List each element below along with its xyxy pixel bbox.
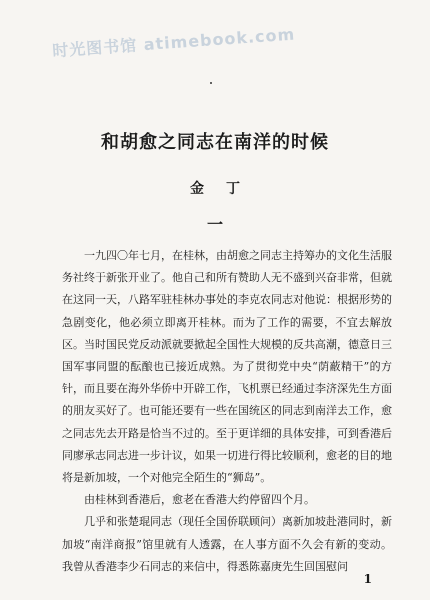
paragraph: 由桂林到香港后，愈老在香港大约停留四个月。 [84, 493, 315, 507]
print-speck [210, 82, 212, 84]
article-title: 和胡愈之同志在南洋的时候 [101, 132, 329, 153]
section-marker: 一 [206, 215, 223, 234]
author-name: 金丁 [190, 181, 262, 197]
watermark: 时光图书馆 atimebook.com [51, 24, 296, 61]
article-body [62, 245, 392, 578]
page-number: 1 [363, 572, 372, 586]
paragraph: 一九四〇年七月，在桂林，由胡愈之同志主持筹办的文化生活服务社终于新张开业了。他自己和所有赞助人无不盛到兴奋非常，但就在这同一天，八路军驻桂林办事处的李克农同志对他说：根据形势的急剧变化，他必须立即离开桂林。而为了工作的需要，不宜去解放区。当时国民党反动派就要掀起全国性大规模的反共高潮，德意日三国军事同盟的酝酿也已接近成熟。为了贯彻党中央“荫蔽精干”的方针，而且要在海外华侨中开辟工作，飞机票已经通过李济深先生方面的朋友买好了。也可能还要有一些在国统区的同志到南洋去工作，愈之同志先去开路是恰当不过的。至于更详细的具体安排，可到香港后同廖承志同志进一步计议，如果一切进行得比较顺利，愈老的目的地将是新加坡，一个对他完全陌生的“狮岛”。 [62, 249, 392, 485]
paragraph: 几乎和张楚琨同志（现任全国侨联顾问）离新加坡赴港同时，新加坡“南洋商报”馆里就有人透露，在人事方面不久会有新的变动。我曾从香港李少石同志的来信中，得悉陈嘉庚先生回国慰问 [62, 515, 392, 573]
